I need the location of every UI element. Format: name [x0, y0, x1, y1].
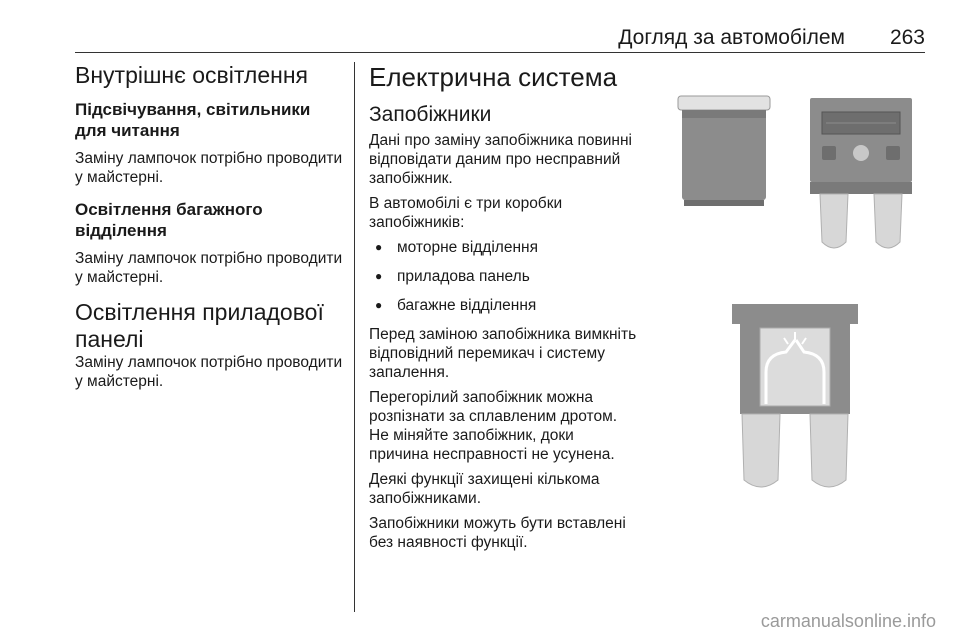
subsection-title-trunk-light: Освітлення багажного відділення: [75, 200, 263, 240]
blown-fuse-image: [732, 304, 858, 487]
paragraph-trunk-light: Заміну лампочок потрібно проводити у майстерні.: [75, 250, 343, 286]
blade-fuse-front-image: [810, 98, 912, 248]
page-header: [75, 22, 925, 53]
list-item: ● багажне відділення: [369, 296, 637, 315]
fuse-box-list: [369, 238, 637, 315]
paragraph-fuses-without-function: Запобіжники можуть бути вставлені без наявності функції.: [369, 515, 626, 551]
fuse-illustration: [662, 82, 927, 502]
paragraph-switch-off: Перед заміною запобіжника вимкніть відповідний перемикач і систему запалення.: [369, 326, 637, 381]
paragraph-blown-fuse: Перегорілий запобіжник можна розпізнати за сплавленим дротом. Не міняйте запобіжник, доки причина несправності не усунена.: [369, 389, 618, 463]
left-column: [75, 62, 343, 397]
paragraph-instrument-panel: Заміну лампочок потрібно проводити у майстерні.: [75, 354, 343, 390]
middle-column: [369, 62, 637, 558]
watermark: carmanualsonline.info: [760, 611, 936, 631]
paragraph-reading-lights: Заміну лампочок потрібно проводити у майстерні.: [75, 150, 343, 186]
cartridge-fuse-image: [678, 96, 770, 206]
subsection-title-fuses: Запобіжники: [369, 103, 492, 126]
header-title: Догляд за автомобілем: [618, 26, 845, 49]
page-number: 263: [889, 26, 925, 49]
paragraph-fuse-boxes: В автомобілі є три коробки запобіжників:: [369, 195, 563, 231]
section-title-electrical-system: Електрична система: [369, 62, 618, 92]
list-item: ● моторне відділення: [369, 238, 637, 257]
list-item: ● приладова панель: [369, 267, 637, 286]
column-divider: [354, 62, 355, 612]
subsection-title-reading-lights: Підсвічування, світильники для читання: [75, 100, 311, 140]
section-title-interior-lighting: Внутрішнє освітлення: [75, 62, 308, 88]
paragraph-multiple-fuses: Деякі функції захищені кількома запобіжниками.: [369, 471, 600, 507]
paragraph-fuse-data: Дані про заміну запобіжника повинні відповідати даним про несправний запобіжник.: [369, 132, 632, 187]
section-title-instrument-panel: Освітлення приладової панелі: [75, 299, 324, 352]
